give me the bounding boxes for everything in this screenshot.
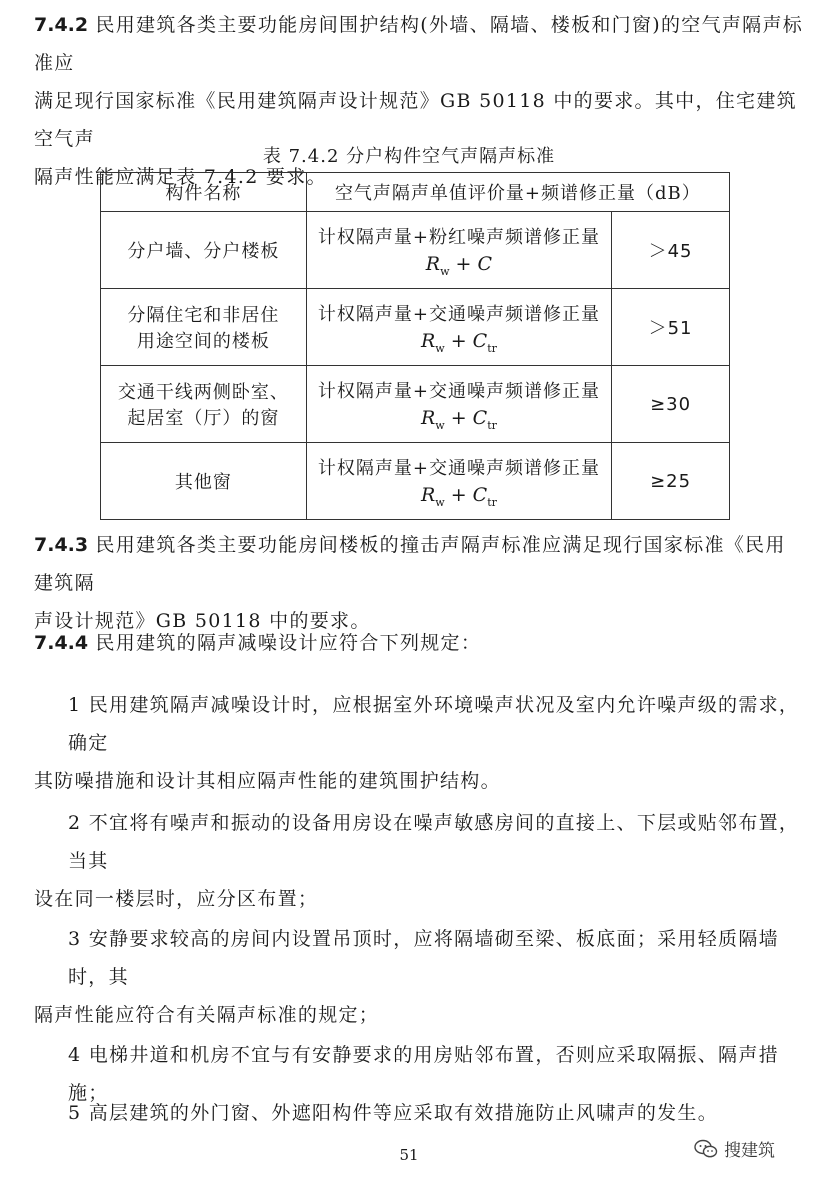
section-number: 7.4.2 bbox=[34, 14, 89, 36]
component-name: 交通干线两侧卧室、起居室（厅）的窗 bbox=[101, 366, 307, 443]
paragraph-line: 民用建筑各类主要功能房间围护结构(外墙、隔墙、楼板和门窗)的空气声隔声标准应 bbox=[34, 14, 804, 74]
formula: $R_w + C_{tr}$ bbox=[420, 329, 497, 355]
item-first-line: 3 安静要求较高的房间内设置吊顶时，应将隔墙砌至梁、板底面；采用轻质隔墙时，其 bbox=[68, 928, 779, 988]
list-item bbox=[34, 920, 804, 1034]
paragraph-line: 满足现行国家标准《民用建筑隔声设计规范》GB 50118 中的要求。其中，住宅建筑空气声 bbox=[34, 90, 797, 150]
evaluation-cell bbox=[306, 443, 611, 520]
item-first-line: 5 高层建筑的外门窗、外遮阳构件等应采取有效措施防止风啸声的发生。 bbox=[68, 1102, 719, 1124]
evaluation-cell bbox=[306, 212, 611, 289]
evaluation-desc: 计权隔声量+交通噪声频谱修正量 bbox=[317, 303, 600, 325]
table-row bbox=[101, 366, 730, 443]
table-row bbox=[101, 443, 730, 520]
header-evaluation: 空气声隔声单值评价量+频谱修正量（dB） bbox=[306, 173, 729, 212]
table-row bbox=[101, 289, 730, 366]
threshold-value: ≥30 bbox=[612, 366, 730, 443]
formula: $R_w + C_{tr}$ bbox=[420, 406, 497, 432]
list-item bbox=[34, 1094, 804, 1132]
paragraph-line: 声设计规范》GB 50118 中的要求。 bbox=[34, 610, 371, 632]
wechat-icon bbox=[694, 1139, 718, 1159]
evaluation-cell bbox=[306, 366, 611, 443]
threshold-value: ≥25 bbox=[612, 443, 730, 520]
threshold-value: ＞51 bbox=[612, 289, 730, 366]
list-item bbox=[34, 686, 804, 800]
evaluation-desc: 计权隔声量+交通噪声频谱修正量 bbox=[317, 380, 600, 402]
paragraph-line: 民用建筑的隔声减噪设计应符合下列规定： bbox=[95, 632, 482, 654]
formula: $R_w + C$ bbox=[425, 252, 493, 278]
evaluation-desc: 计权隔声量+粉红噪声频谱修正量 bbox=[317, 226, 600, 248]
section-7-4-4 bbox=[34, 624, 804, 662]
item-second-line: 其防噪措施和设计其相应隔声性能的建筑围护结构。 bbox=[34, 770, 501, 792]
page-number: 51 bbox=[399, 1146, 419, 1164]
item-second-line: 隔声性能应符合有关隔声标准的规定； bbox=[34, 1004, 380, 1026]
table-caption: 表 7.4.2 分户构件空气声隔声标准 bbox=[262, 146, 556, 167]
section-number: 7.4.3 bbox=[34, 534, 89, 556]
item-first-line: 4 电梯井道和机房不宜与有安静要求的用房贴邻布置，否则应采取隔振、隔声措施； bbox=[68, 1044, 779, 1104]
item-first-line: 1 民用建筑隔声减噪设计时，应根据室外环境噪声状况及室内允许噪声级的需求，确定 bbox=[68, 694, 800, 754]
component-name: 分户墙、分户楼板 bbox=[101, 212, 307, 289]
list-item bbox=[34, 804, 804, 918]
item-second-line: 设在同一楼层时，应分区布置； bbox=[34, 888, 319, 910]
watermark bbox=[694, 1136, 775, 1161]
formula: $R_w + C_{tr}$ bbox=[420, 483, 497, 509]
sound-insulation-table bbox=[100, 172, 730, 520]
evaluation-desc: 计权隔声量+交通噪声频谱修正量 bbox=[317, 457, 600, 479]
threshold-value: ＞45 bbox=[612, 212, 730, 289]
table-row bbox=[101, 212, 730, 289]
paragraph-line: 民用建筑各类主要功能房间楼板的撞击声隔声标准应满足现行国家标准《民用建筑隔 bbox=[34, 534, 786, 594]
watermark-text: 搜建筑 bbox=[724, 1141, 775, 1161]
paragraph-line: 隔声性能应满足表 7.4.2 要求。 bbox=[34, 166, 327, 188]
header-component-name: 构件名称 bbox=[101, 173, 307, 212]
table-header-row bbox=[101, 173, 730, 212]
component-name: 分隔住宅和非居住用途空间的楼板 bbox=[101, 289, 307, 366]
section-7-4-3 bbox=[34, 526, 804, 640]
section-number: 7.4.4 bbox=[34, 632, 89, 654]
item-first-line: 2 不宜将有噪声和振动的设备用房设在噪声敏感房间的直接上、下层或贴邻布置，当其 bbox=[68, 812, 800, 872]
evaluation-cell bbox=[306, 289, 611, 366]
component-name: 其他窗 bbox=[101, 443, 307, 520]
